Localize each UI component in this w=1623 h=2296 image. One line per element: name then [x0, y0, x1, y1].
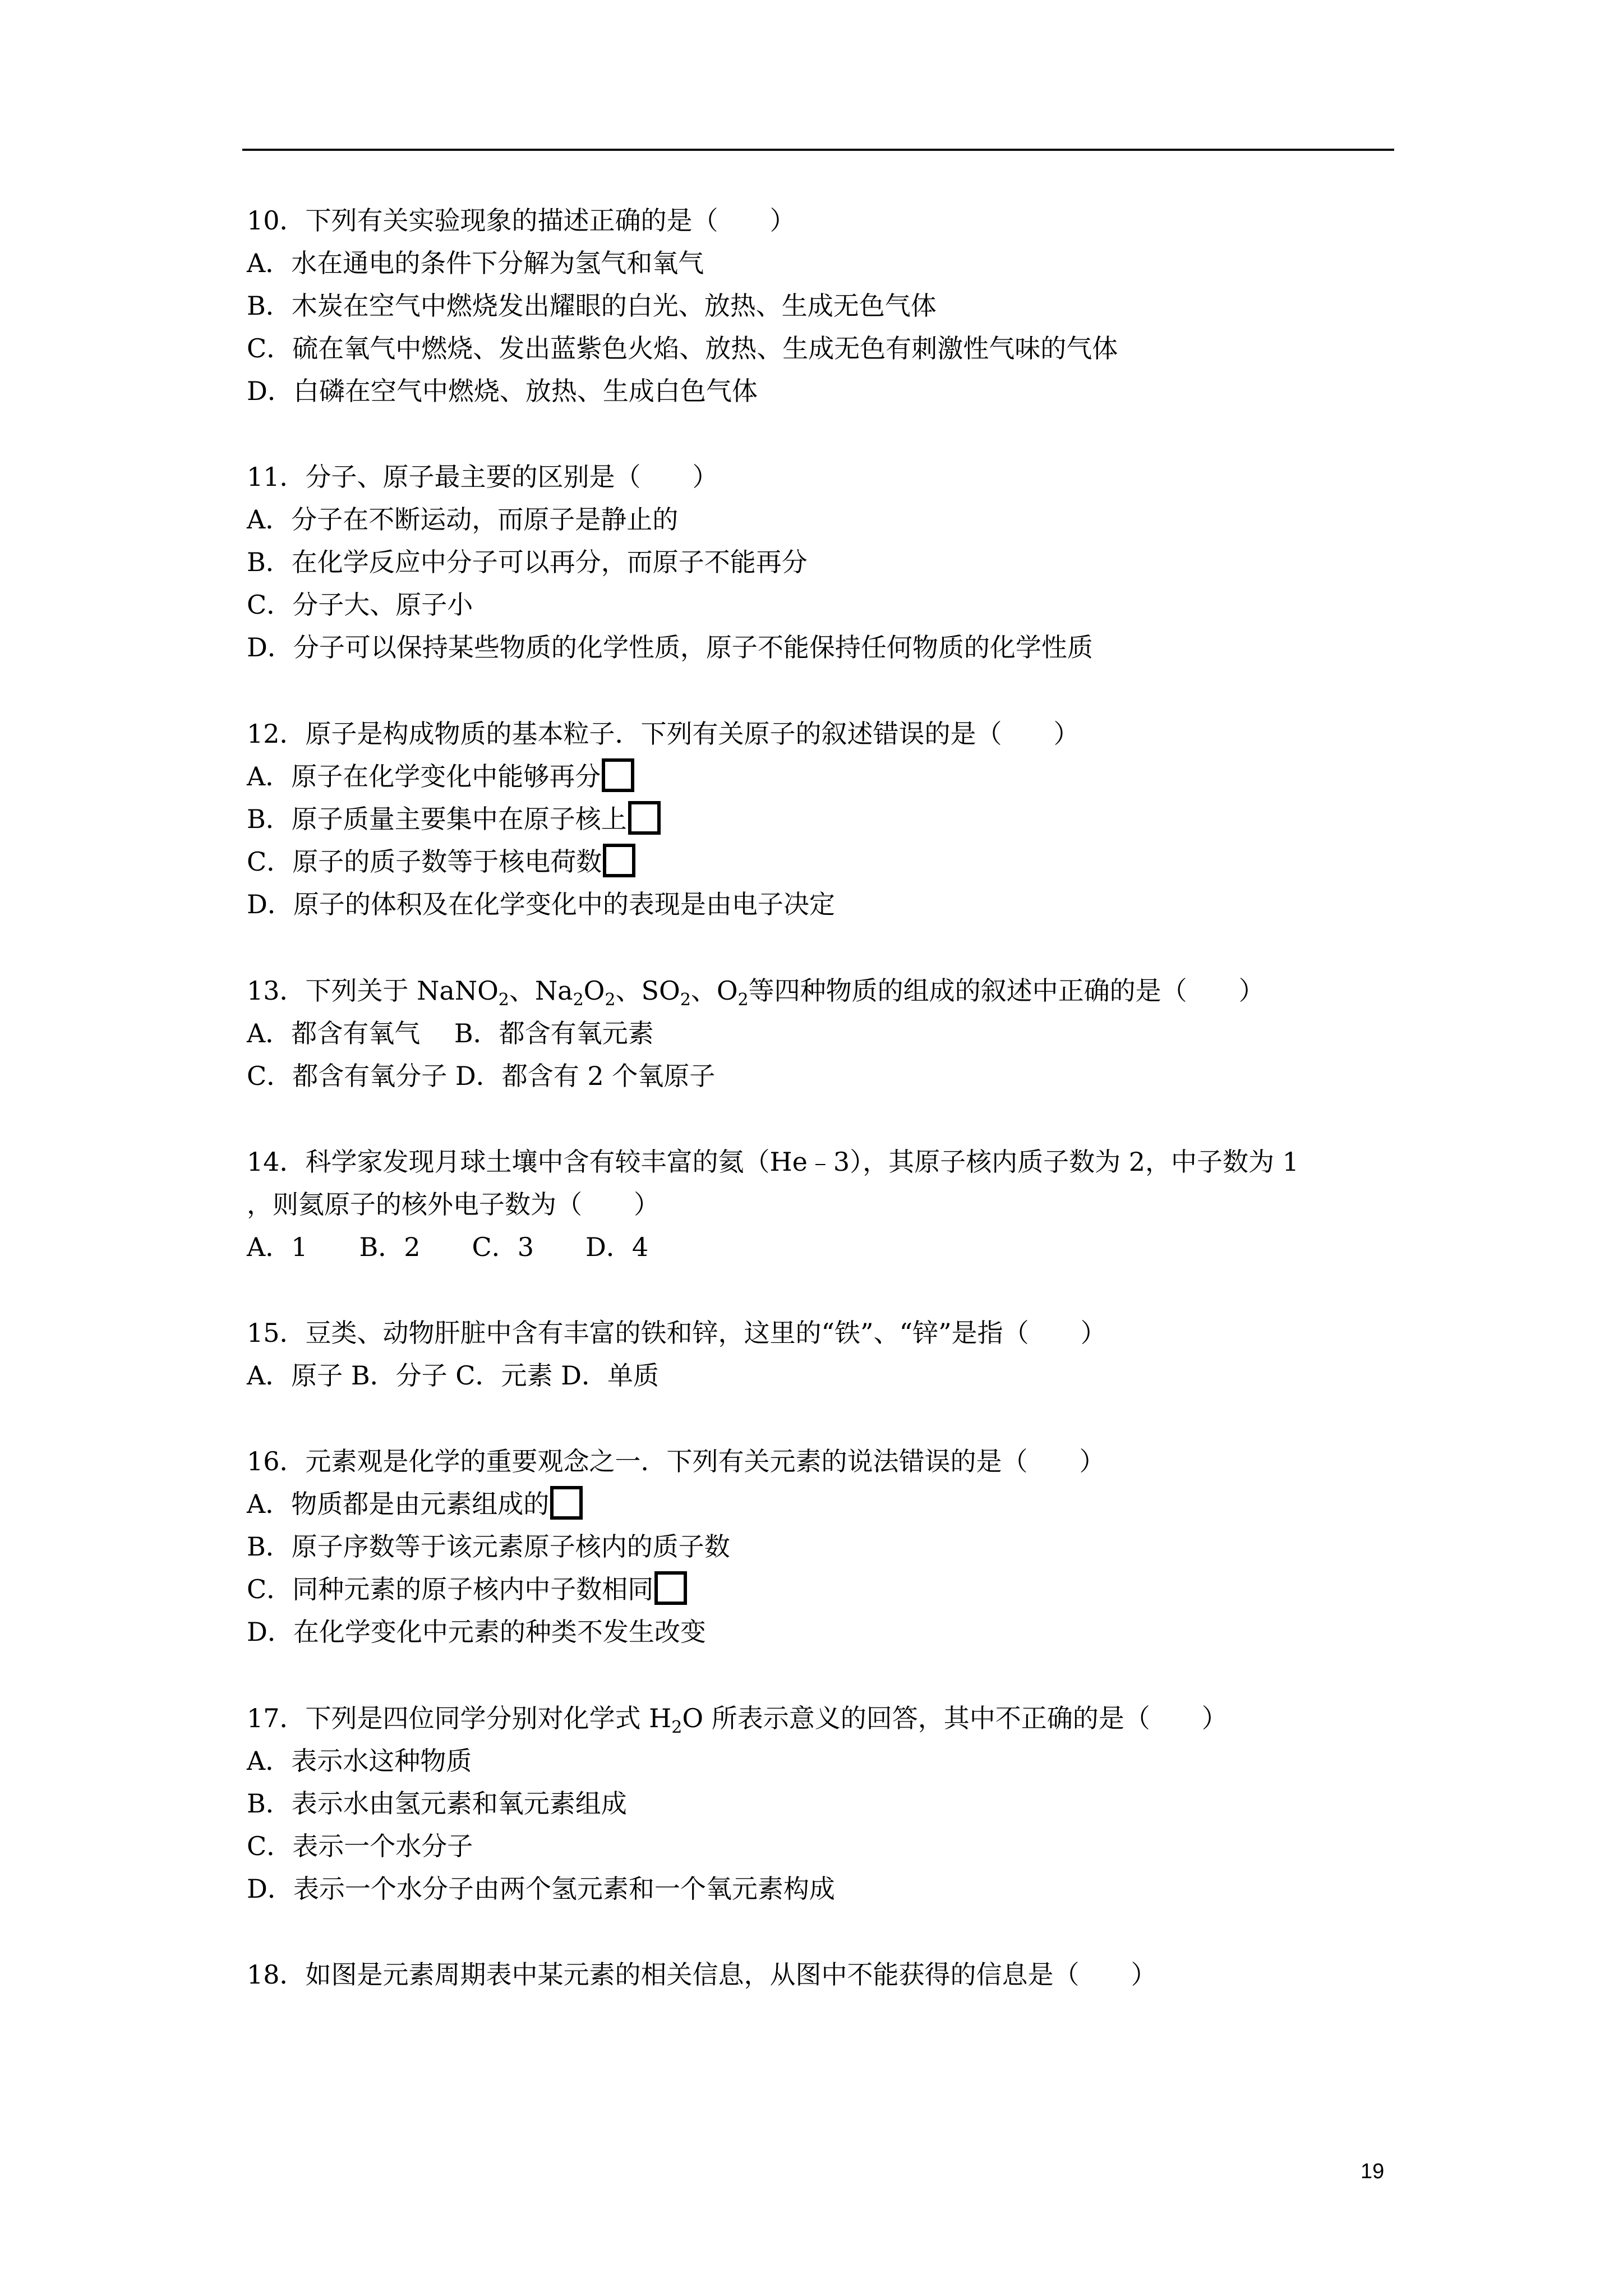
question-13 — [247, 969, 1402, 1097]
option-b: B．原子质量主要集中在原子核上 — [247, 798, 1402, 840]
page-number: 19 — [1361, 2160, 1385, 2183]
question-stem: 17．下列是四位同学分别对化学式 $H_2O$ 所表示意义的回答，其中不正确的是（ ） — [247, 1703, 1228, 1737]
option-c: C．原子的质子数等于核电荷数 — [247, 840, 1402, 883]
option-c: C．表示一个水分子 — [247, 1831, 473, 1861]
option-c: C．分子大、原子小 — [247, 590, 473, 620]
question-stem: 12．原子是构成物质的基本粒子．下列有关原子的叙述错误的是（ ） — [247, 719, 1080, 749]
question-10 — [247, 199, 1402, 412]
answer-box — [603, 844, 635, 877]
option-a: A．水在通电的条件下分解为氢气和氧气 — [247, 248, 704, 278]
question-stem: 13．下列关于 NaNO$_2$、$Na_2O_2$、$SO_2$、$O_2$等四种物质的组成的叙述中正确的是（ ） — [247, 976, 1265, 1010]
answer-box — [654, 1571, 687, 1605]
option-d: D．表示一个水分子由两个氢元素和一个氧元素构成 — [247, 1874, 835, 1904]
question-stem: 16．元素观是化学的重要观念之一．下列有关元素的说法错误的是（ ） — [247, 1446, 1105, 1476]
option-d: D．原子的体积及在化学变化中的表现是由电子决定 — [247, 889, 835, 919]
question-stem: 15．豆类、动物肝脏中含有丰富的铁和锌，这里的“铁”、“锌”是指（ ） — [247, 1318, 1106, 1348]
option-b: B．原子序数等于该元素原子核内的质子数 — [247, 1531, 730, 1562]
question-stem: 18．如图是元素周期表中某元素的相关信息，从图中不能获得的信息是（ ） — [247, 1959, 1157, 1990]
option-d: D．分子可以保持某些物质的化学性质，原子不能保持任何物质的化学性质 — [247, 632, 1093, 662]
question-18 — [247, 1953, 1402, 1996]
question-stem-cont: ，则氦原子的核外电子数为（ ） — [247, 1189, 660, 1220]
header-rule — [242, 149, 1394, 151]
question-17 — [247, 1697, 1402, 1910]
question-12 — [247, 712, 1402, 926]
answer-box — [550, 1486, 583, 1520]
option-a: A．原子在化学变化中能够再分 — [247, 755, 1402, 798]
answer-box — [628, 801, 661, 835]
option-c: C．同种元素的原子核内中子数相同 — [247, 1568, 1402, 1611]
question-15 — [247, 1312, 1402, 1397]
question-stem: 10．下列有关实验现象的描述正确的是（ ） — [247, 205, 796, 236]
options: A．原子 B．分子 C．元素 D．单质 — [247, 1360, 659, 1391]
question-16 — [247, 1440, 1402, 1653]
option-a: A．物质都是由元素组成的 — [247, 1483, 1402, 1525]
option-b: B．在化学反应中分子可以再分，而原子不能再分 — [247, 547, 808, 577]
option-d: D．白磷在空气中燃烧、放热、生成白色气体 — [247, 376, 758, 406]
option-a: A．分子在不断运动，而原子是静止的 — [247, 504, 679, 535]
option-c: C．硫在氧气中燃烧、发出蓝紫色火焰、放热、生成无色有刺激性气味的气体 — [247, 333, 1118, 364]
options-ab: A．都含有氧气 B．都含有氧元素 — [247, 1018, 654, 1048]
question-stem: 11．分子、原子最主要的区别是（ ） — [247, 462, 718, 492]
options: A．1 B．2 C．3 D．4 — [247, 1232, 649, 1262]
options-cd: C．都含有氧分子 D．都含有 2 个氧原子 — [247, 1061, 716, 1091]
option-b: B．表示水由氢元素和氧元素组成 — [247, 1788, 627, 1819]
option-b: B．木炭在空气中燃烧发出耀眼的白光、放热、生成无色气体 — [247, 291, 937, 321]
question-stem: 14．科学家发现月球土壤中含有较丰富的氦（He﹣3），其原子核内质子数为 2，中子数为 1 — [247, 1147, 1299, 1177]
question-11 — [247, 455, 1402, 669]
answer-box — [602, 758, 634, 792]
option-a: A．表示水这种物质 — [247, 1746, 472, 1776]
question-14 — [247, 1140, 1402, 1268]
option-d: D．在化学变化中元素的种类不发生改变 — [247, 1617, 706, 1647]
